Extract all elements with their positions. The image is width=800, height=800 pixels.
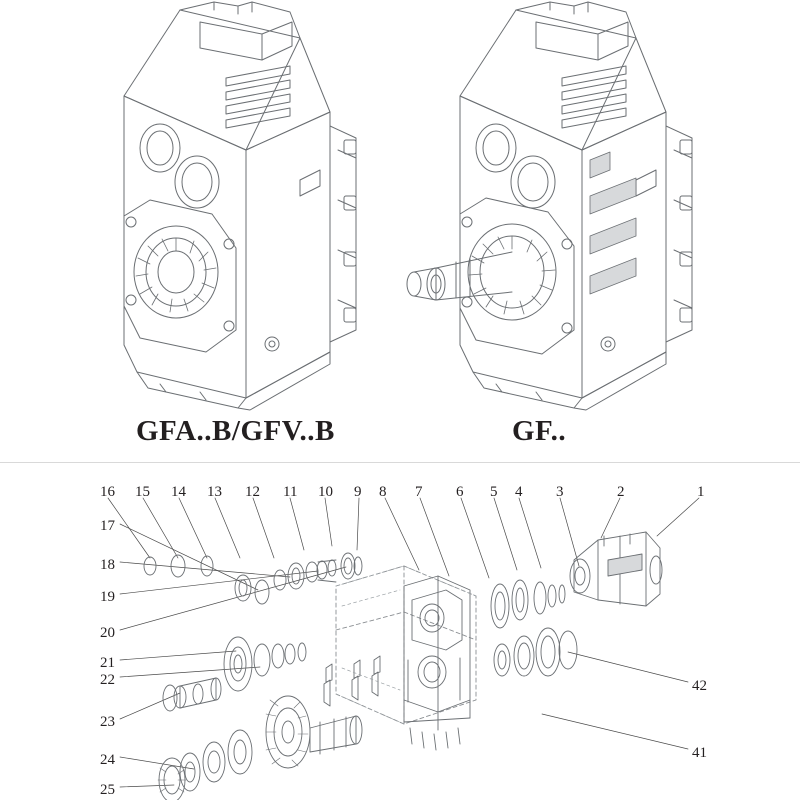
callout-top-4: 4	[515, 484, 523, 500]
callout-top-2: 2	[617, 484, 625, 500]
callout-top-7: 7	[415, 484, 423, 500]
callout-left-18: 18	[100, 557, 115, 573]
callout-top-3: 3	[556, 484, 564, 500]
caption-right-drawing: GF..	[512, 415, 567, 447]
callout-top-5: 5	[490, 484, 498, 500]
callout-top-1: 1	[697, 484, 705, 500]
callout-top-14: 14	[171, 484, 186, 500]
callout-left-23: 23	[100, 714, 115, 730]
callout-left-22: 22	[100, 672, 115, 688]
callout-left-24: 24	[100, 752, 115, 768]
callout-left-19: 19	[100, 589, 115, 605]
callout-right-41: 41	[692, 745, 707, 761]
callout-top-15: 15	[135, 484, 150, 500]
callout-top-12: 12	[245, 484, 260, 500]
callout-top-10: 10	[318, 484, 333, 500]
callout-top-11: 11	[283, 484, 298, 500]
callout-top-9: 9	[354, 484, 362, 500]
callout-top-6: 6	[456, 484, 464, 500]
callout-right-42: 42	[692, 678, 707, 694]
callout-left-20: 20	[100, 625, 115, 641]
callout-left-17: 17	[100, 518, 115, 534]
callout-left-21: 21	[100, 655, 115, 671]
callout-left-25: 25	[100, 782, 115, 798]
callout-top-8: 8	[379, 484, 387, 500]
callout-top-13: 13	[207, 484, 222, 500]
caption-left-drawing: GFA..B/GFV..B	[136, 415, 335, 447]
callout-top-16: 16	[100, 484, 115, 500]
